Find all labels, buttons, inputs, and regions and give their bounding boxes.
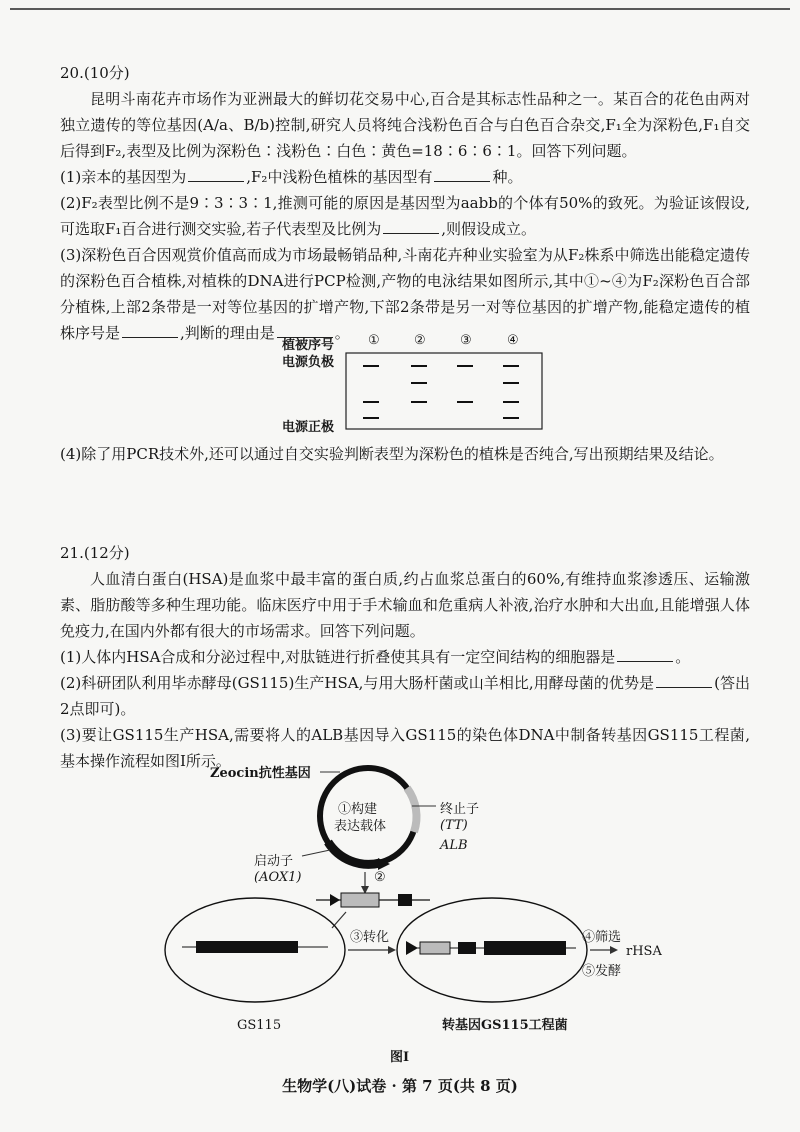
gel-lane-2: ② xyxy=(414,333,426,348)
q20-p1-text-b: ,F₂中浅粉色植株的基因型有 xyxy=(246,168,433,186)
gel-negative-label: 电源负极 xyxy=(282,355,335,370)
linear-promoter xyxy=(330,894,340,906)
label-gs115: GS115 xyxy=(237,1018,282,1033)
question-21 xyxy=(60,540,750,774)
label-engineered: 转基因GS115工程菌 xyxy=(442,1018,568,1033)
gel-lane-4: ④ xyxy=(507,333,519,348)
figure-1-diagram xyxy=(160,760,670,1040)
label-step-4: ④筛选 xyxy=(582,930,622,945)
top-border xyxy=(10,8,790,10)
label-rhsa: rHSA xyxy=(626,944,662,959)
q20-p3-text-b: ,判断的理由是 xyxy=(180,324,275,342)
gel-diagram xyxy=(345,352,545,432)
label-tt: (TT) xyxy=(440,818,468,833)
q20-p1-text-a: (1)亲本的基因型为 xyxy=(60,168,187,186)
gel-row-label: 植被序号 xyxy=(282,338,335,353)
label-terminator: 终止子 xyxy=(440,802,480,817)
gel-lane-3: ③ xyxy=(460,333,472,348)
page-footer: 生物学(八)试卷 · 第 7 页(共 8 页) xyxy=(282,1077,518,1095)
question-21-part-2 xyxy=(60,670,750,722)
question-20-part-4: (4)除了用PCR技术外,还可以通过自交实验判断表型为深粉色的植株是否纯合,写出预期结果及结论。 xyxy=(60,445,724,463)
q21-p1-text-a: (1)人体内HSA合成和分泌过程中,对肽链进行折叠使其具有一定空间结构的细胞器是 xyxy=(60,648,616,666)
q20-p1-text-c: 种。 xyxy=(492,168,523,186)
answer-blank[interactable] xyxy=(122,323,178,338)
q21-p2-text-b: (答出2点即可)。 xyxy=(60,674,750,718)
q21-p1-text-b: 。 xyxy=(675,648,691,666)
answer-blank[interactable] xyxy=(188,167,244,182)
answer-blank[interactable] xyxy=(383,219,439,234)
label-step-1b: 表达载体 xyxy=(334,819,387,834)
gel-lane-1: ① xyxy=(368,333,380,348)
label-zeocin: Zeocin抗性基因 xyxy=(210,766,311,781)
gs115-chromosome xyxy=(196,941,298,953)
label-step-3: ③转化 xyxy=(350,930,390,945)
question-20-part-3 xyxy=(60,242,750,346)
q21-p2-text-a: (2)科研团队利用毕赤酵母(GS115)生产HSA,与用大肠杆菌或山羊相比,用酵母菌的优势是 xyxy=(60,674,655,692)
question-21-part-3: (3)要让GS115生产HSA,需要将人的ALB基因导入GS115的染色体DNA中制备转基因GS115工程菌,基本操作流程如图Ⅰ所示。 xyxy=(60,726,750,770)
question-20-part-1 xyxy=(60,164,750,190)
plasmid-alb-segment xyxy=(407,788,417,832)
answer-blank[interactable] xyxy=(656,673,712,688)
linear-alb xyxy=(341,893,379,907)
label-alb: ALB xyxy=(440,838,468,853)
question-20-head: 20.(10分) xyxy=(60,64,130,82)
question-20 xyxy=(60,60,750,346)
q20-p2-text-b: ,则假设成立。 xyxy=(441,220,536,238)
label-step-5: ⑤发酵 xyxy=(582,964,622,979)
plasmid-promoter-segment xyxy=(328,842,380,864)
q20-p3-text-c: 。 xyxy=(334,324,350,342)
question-21-intro: 人血清白蛋白(HSA)是血浆中最丰富的蛋白质,约占血浆总蛋白的60%,有维持血浆渗透压、运输激素、脂肪酸等多种生理功能。临床医疗中用于手术输血和危重病人补液,治疗水肿和大出血,且能增强人体免疫力,在国内外都有很大的市场需求。回答下列问题。 xyxy=(60,570,750,640)
label-aox1: (AOX1) xyxy=(254,870,302,885)
figure-caption: 图Ⅰ xyxy=(390,1050,410,1065)
label-step-2: ② xyxy=(374,870,386,885)
linear-terminator xyxy=(398,894,412,906)
q20-p3-text-a: (3)深粉色百合因观赏价值高而成为市场最畅销品种,斗南花卉种业实验室为从F₂株系中筛选出能稳定遗传的深粉色百合植株,对植株的DNA进行PCP检测,产物的电泳结果如图所示,其中①~④为F₂深粉色百合部分植株,上部2条带是一对等位基因的扩增产物,下部2条带是另一对等位基因的扩增产物,能稳定遗传的植株序号是 xyxy=(60,246,750,342)
label-step-1a: ①构建 xyxy=(338,802,378,817)
question-20-intro: 昆明斗南花卉市场作为亚洲最大的鲜切花交易中心,百合是其标志性品种之一。某百合的花色由两对独立遗传的等位基因(A/a、B/b)控制,研究人员将纯合浅粉色百合与白色百合杂交,F₁全为深粉色,F₁自交后得到F₂,表型及比例为深粉色∶浅粉色∶白色∶黄色=18∶6∶6∶1。回答下列问题。 xyxy=(60,90,750,160)
question-21-part-1 xyxy=(60,644,750,670)
question-20-part-4-block xyxy=(60,441,750,467)
question-21-head: 21.(12分) xyxy=(60,544,130,562)
q20-p2-text-a: (2)F₂表型比例不是9∶3∶3∶1,推测可能的原因是基因型为aabb的个体有50%的致死。为验证该假设,可选取F₁百合进行测交实验,若子代表型及比例为 xyxy=(60,194,750,238)
gel-positive-label: 电源正极 xyxy=(282,420,335,435)
answer-blank[interactable] xyxy=(434,167,490,182)
answer-blank[interactable] xyxy=(617,647,673,662)
label-promoter: 启动子 xyxy=(254,854,294,869)
question-20-part-2 xyxy=(60,190,750,242)
